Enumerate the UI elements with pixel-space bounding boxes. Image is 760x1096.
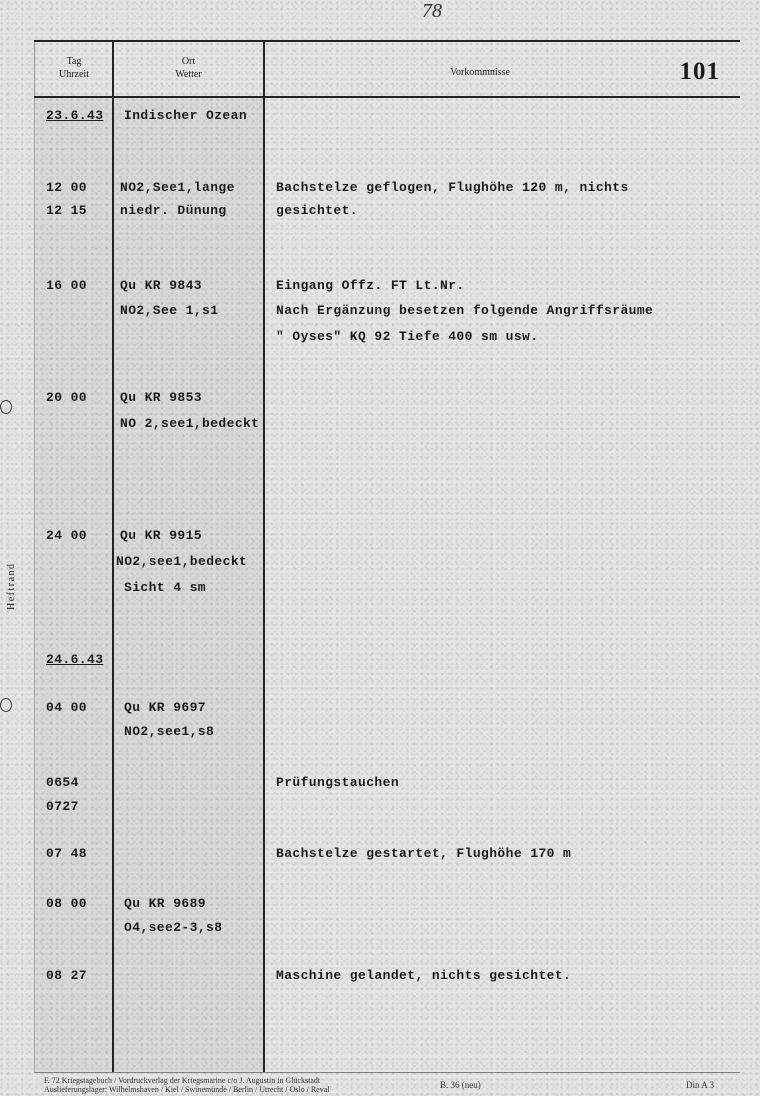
entry-place: Qu KR 9843: [120, 278, 203, 293]
entry-event: Maschine gelandet, nichts gesichtet.: [276, 968, 572, 983]
entry-place: Indischer Ozean: [124, 108, 248, 123]
entry-weather: O4,see2-3,s8: [124, 920, 223, 935]
entry-event: Nach Ergänzung besetzen folgende Angriffsräume: [276, 303, 654, 318]
footer-form-code: B. 36 (neu): [440, 1080, 481, 1090]
entry-time: 24 00: [46, 528, 88, 543]
top-handwritten-mark: 78: [422, 0, 442, 22]
entry-weather: NO2,See1,lange: [120, 180, 235, 195]
footer-publisher-line1: F. 72 Kriegstagebuch / Vordruckverlag der Kriegsmarine c/o J. Augustin in Glückstadt: [44, 1076, 321, 1085]
footer-publisher: [44, 1076, 329, 1094]
entry-visibility: Sicht 4 sm: [124, 580, 207, 595]
entry-event: " Oyses" KQ 92 Tiefe 400 sm usw.: [276, 329, 539, 344]
footer-publisher-line2: Auslieferungslager: Wilhelmshaven / Kiel / Swinemünde / Berlin / Utrecht / Oslo / Reval: [44, 1085, 330, 1094]
page-number: 101: [679, 58, 720, 85]
left-border: [34, 40, 35, 1072]
column-shade-time: [36, 98, 112, 1072]
entry-weather: NO2,see1,bedeckt: [116, 554, 248, 569]
entry-weather: NO2,see1,s8: [124, 724, 215, 739]
entry-place: Qu KR 9697: [124, 700, 207, 715]
column-divider-2: [263, 40, 265, 1072]
entry-time: 08 00: [46, 896, 88, 911]
entry-weather: niedr. Dünung: [120, 203, 227, 218]
header-top-rule: [34, 40, 740, 42]
footer-paper-size: Din A 3: [686, 1080, 715, 1090]
entry-weather: NO2,See 1,s1: [120, 303, 219, 318]
entry-time: 20 00: [46, 390, 88, 405]
header-col-place: [116, 55, 261, 81]
punch-hole-top: [0, 400, 12, 414]
entry-event: Bachstelze gestartet, Flughöhe 170 m: [276, 846, 572, 861]
entry-time: 0654: [46, 775, 79, 790]
punch-hole-bottom: [0, 698, 12, 712]
entry-time: 16 00: [46, 278, 88, 293]
entry-event: Bachstelze geflogen, Flughöhe 120 m, nichts: [276, 180, 629, 195]
entry-date: 23.6.43: [46, 108, 104, 123]
entry-time: 08 27: [46, 968, 88, 983]
entry-event: Eingang Offz. FT Lt.Nr.: [276, 278, 465, 293]
header-col-place-line1: Ort: [181, 56, 196, 67]
entry-place: Qu KR 9915: [120, 528, 203, 543]
entry-time: 04 00: [46, 700, 88, 715]
bottom-rule: [34, 1072, 740, 1073]
header-col-place-line2: Wetter: [175, 69, 202, 80]
entry-place: Qu KR 9853: [120, 390, 203, 405]
entry-event: Prüfungstauchen: [276, 775, 400, 790]
entry-time: 12 00: [46, 180, 88, 195]
entry-date: 24.6.43: [46, 652, 104, 667]
entry-time: 0727: [46, 799, 79, 814]
entry-place: Qu KR 9689: [124, 896, 207, 911]
entry-event: gesichtet.: [276, 203, 359, 218]
header-col-time-line2: Uhrzeit: [59, 69, 89, 80]
margin-label: Heftrand: [6, 562, 17, 610]
entry-weather: NO 2,see1,bedeckt: [120, 416, 260, 431]
header-col-time-line1: Tag: [66, 56, 82, 67]
entry-time: 07 48: [46, 846, 88, 861]
header-col-events: Vorkommnisse: [450, 67, 510, 78]
entry-time: 12 15: [46, 203, 88, 218]
header-col-time: [38, 55, 110, 81]
